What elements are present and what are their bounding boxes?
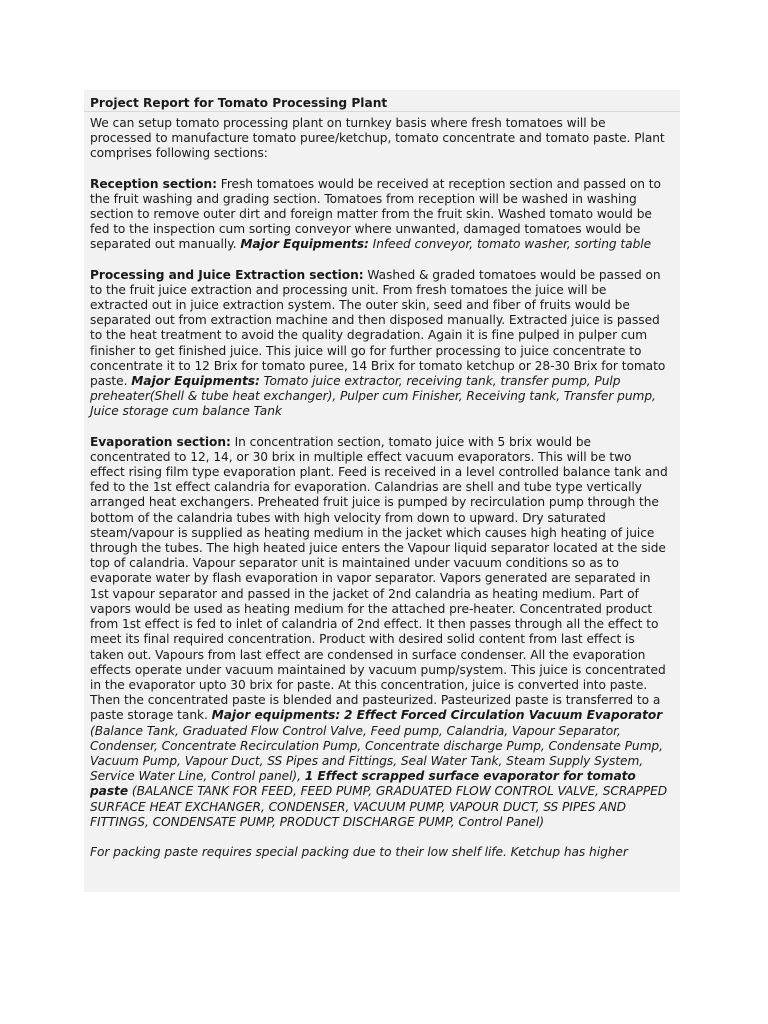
title-bar	[84, 90, 680, 112]
section-heading: Evaporation section:	[90, 434, 231, 449]
document-title: Project Report for Tomato Processing Plant	[90, 96, 388, 110]
equipment-label: Major equipments:	[211, 708, 341, 723]
intro-paragraph: We can setup tomato processing plant on turnkey basis where fresh tomatoes will be processed to manufacture tomato puree/ketchup, tomato concentrate and tomato paste. Plant comprises following sections:	[90, 116, 665, 161]
packing-paragraph	[90, 845, 668, 860]
equipment-name: 1 Effect scrapped surface evaporator for tomato paste	[90, 769, 636, 799]
section-heading: Reception section:	[90, 176, 217, 191]
section-text: Washed & graded tomatoes would be passed on to the fruit juice extraction and processing unit. From fresh tomatoes the juice will be extracted out in juice extraction system. The outer skin, seed and fiber of fruits would be separated out from extraction machine and then disposed manually. Extracted juice is passed to the heat treatment to avoid the quality degradation. Again it is fine pulped in pulper cum finisher to get finished juice. This juice will go for further processing to juice concentrate to concentrate it to 12 Brix for tomato puree, 14 Brix for tomato ketchup or 28-30 Brix for tomato paste.	[90, 267, 666, 389]
section-text: Fresh tomatoes would be received at reception section and passed on to the fruit washing and grading section. Tomatoes from reception will be washed in washing section to remove outer dirt and foreign matter from the fruit skin. Washed tomato would be fed to the inspection cum sorting conveyor where unwanted, damaged tomatoes would be separated out manually.	[90, 176, 661, 252]
section-text: In concentration section, tomato juice with 5 brix would be concentrated to 12, 14, or 30 brix in multiple effect vacuum evaporators. This will be two effect rising film type evaporation plant. Feed is received in a level controlled balance tank and fed to the 1st effect calandria for evaporation. Calandrias are shell and tube type vertically arranged heat exchangers. Preheated fruit juice is pumped by recirculation pump through the bottom of the calandria tubes with high velocity from down to upward. Dry saturated steam/vapour is supplied as heating medium in the jacket which causes high heating of juice through the tubes. The high heated juice enters the Vapour liquid separator located at the side top of calandria. Vapour separator unit is maintained under vacuum conditions so as to evaporate water by flash evaporation in vapor separator. Vapors generated are separated in 1st vapour separator and passed in the jacket of 2nd calandria as heating medium. Part of vapors would be used as heating medium for the attached pre-heater. Concentrated product from 1st effect is fed to inlet of calandria of 2nd effect. It then passes through all the effect to meet its final required concentration. Product with desired solid content from last effect is taken out. Vapours from last effect are condensed in surface condenser. All the evaporation effects operate under vacuum maintained by vacuum pump/system. This juice is concentrated in the evaporator upto 30 brix for paste. At this concentration, juice is converted into paste. Then the concentrated paste is blended and pasteurized. Pasteurized paste is transferred to a paste storage tank.	[90, 434, 668, 723]
equipment-label: Major Equipments:	[131, 374, 260, 389]
packing-text: For packing paste requires special packing due to their low shelf life. Ketchup has higher	[90, 844, 628, 859]
section-heading: Processing and Juice Extraction section:	[90, 267, 364, 282]
equipment-list: Tomato juice extractor, receiving tank, transfer pump, Pulp preheater(Shell & tube heat exchanger), Pulper cum Finisher, Receiving tank, Transfer pump, Juice storage cum balance Tank	[90, 374, 656, 419]
equipment-name: 2 Effect Forced Circulation Vacuum Evaporator	[343, 708, 663, 723]
equipment-list: (Balance Tank, Graduated Flow Control Valve, Feed pump, Calandria, Vapour Separator, Condenser, Concentrate Recirculation Pump, Concentrate discharge Pump, Condensate Pump, Vacuum Pump, Vapour Duct, SS Pipes and Fittings, Seal Water Tank, Steam Supply System, Service Water Line, Control panel),	[90, 723, 663, 784]
extraction-paragraph	[90, 268, 668, 420]
equipment-list: (BALANCE TANK FOR FEED, FEED PUMP, GRADUATED FLOW CONTROL VALVE, SCRAPPED SURFACE HEAT EXCHANGER, CONDENSER, VACUUM PUMP, VAPOUR DUCT, SS PIPES AND FITTINGS, CONDENSATE PUMP, PRODUCT DISCHARGE PUMP, Control Panel)	[90, 784, 668, 829]
document-panel	[84, 90, 680, 892]
evaporation-paragraph	[90, 435, 668, 830]
equipment-list: Infeed conveyor, tomato washer, sorting table	[372, 237, 652, 252]
equipment-label: Major Equipments:	[240, 237, 369, 252]
document-body	[84, 112, 680, 860]
reception-paragraph	[90, 177, 668, 253]
